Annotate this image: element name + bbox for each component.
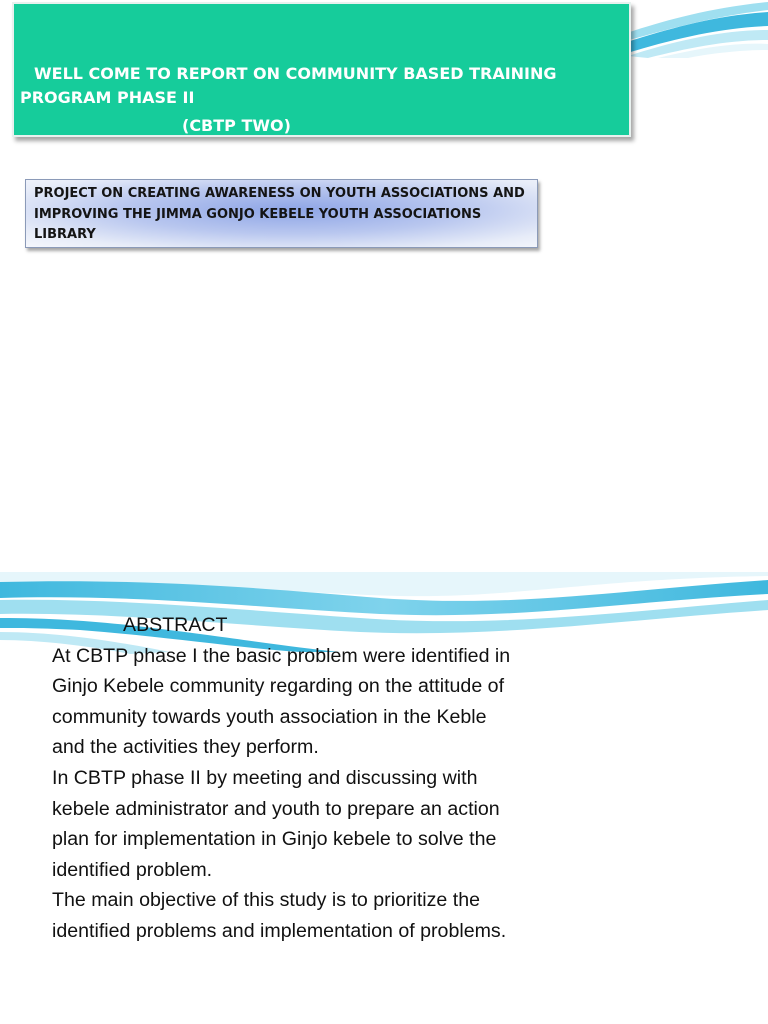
abstract-line: The main objective of this study is to prioritize the [52,889,480,912]
subtitle-box [25,179,538,248]
title-line-3: (CBTP TWO) [182,116,291,135]
abstract-line: kebele administrator and youth to prepare an action [52,797,500,820]
title-box [12,2,631,137]
abstract-slide [0,572,768,1024]
abstract-line: plan for implementation in Ginjo kebele to solve the [52,828,497,851]
abstract-line: identified problems and implementation of problems. [52,919,507,942]
abstract-line: and the activities they perform. [52,736,319,759]
abstract-line: identified problem. [52,858,213,881]
subtitle-line-1: PROJECT ON CREATING AWARENESS ON YOUTH ASSOCIATIONS AND [34,186,525,201]
title-line-1: WELL COME TO REPORT ON COMMUNITY BASED TRAINING [34,64,557,83]
abstract-line: Ginjo Kebele community regarding on the attitude of [52,675,505,698]
abstract-line: In CBTP phase II by meeting and discussing with [52,766,478,789]
title-line-2: PROGRAM PHASE II [20,88,195,107]
subtitle-line-2: IMPROVING THE JIMMA GONJO KEBELE YOUTH ASSOCIATIONS [34,206,482,222]
abstract-line: community towards youth association in the Keble [52,705,487,728]
subtitle-line-3: LIBRARY [34,227,96,242]
abstract-line: At CBTP phase I the basic problem were identified in [52,644,511,667]
abstract-heading: ABSTRACT [123,614,228,636]
abstract-text [52,610,752,947]
